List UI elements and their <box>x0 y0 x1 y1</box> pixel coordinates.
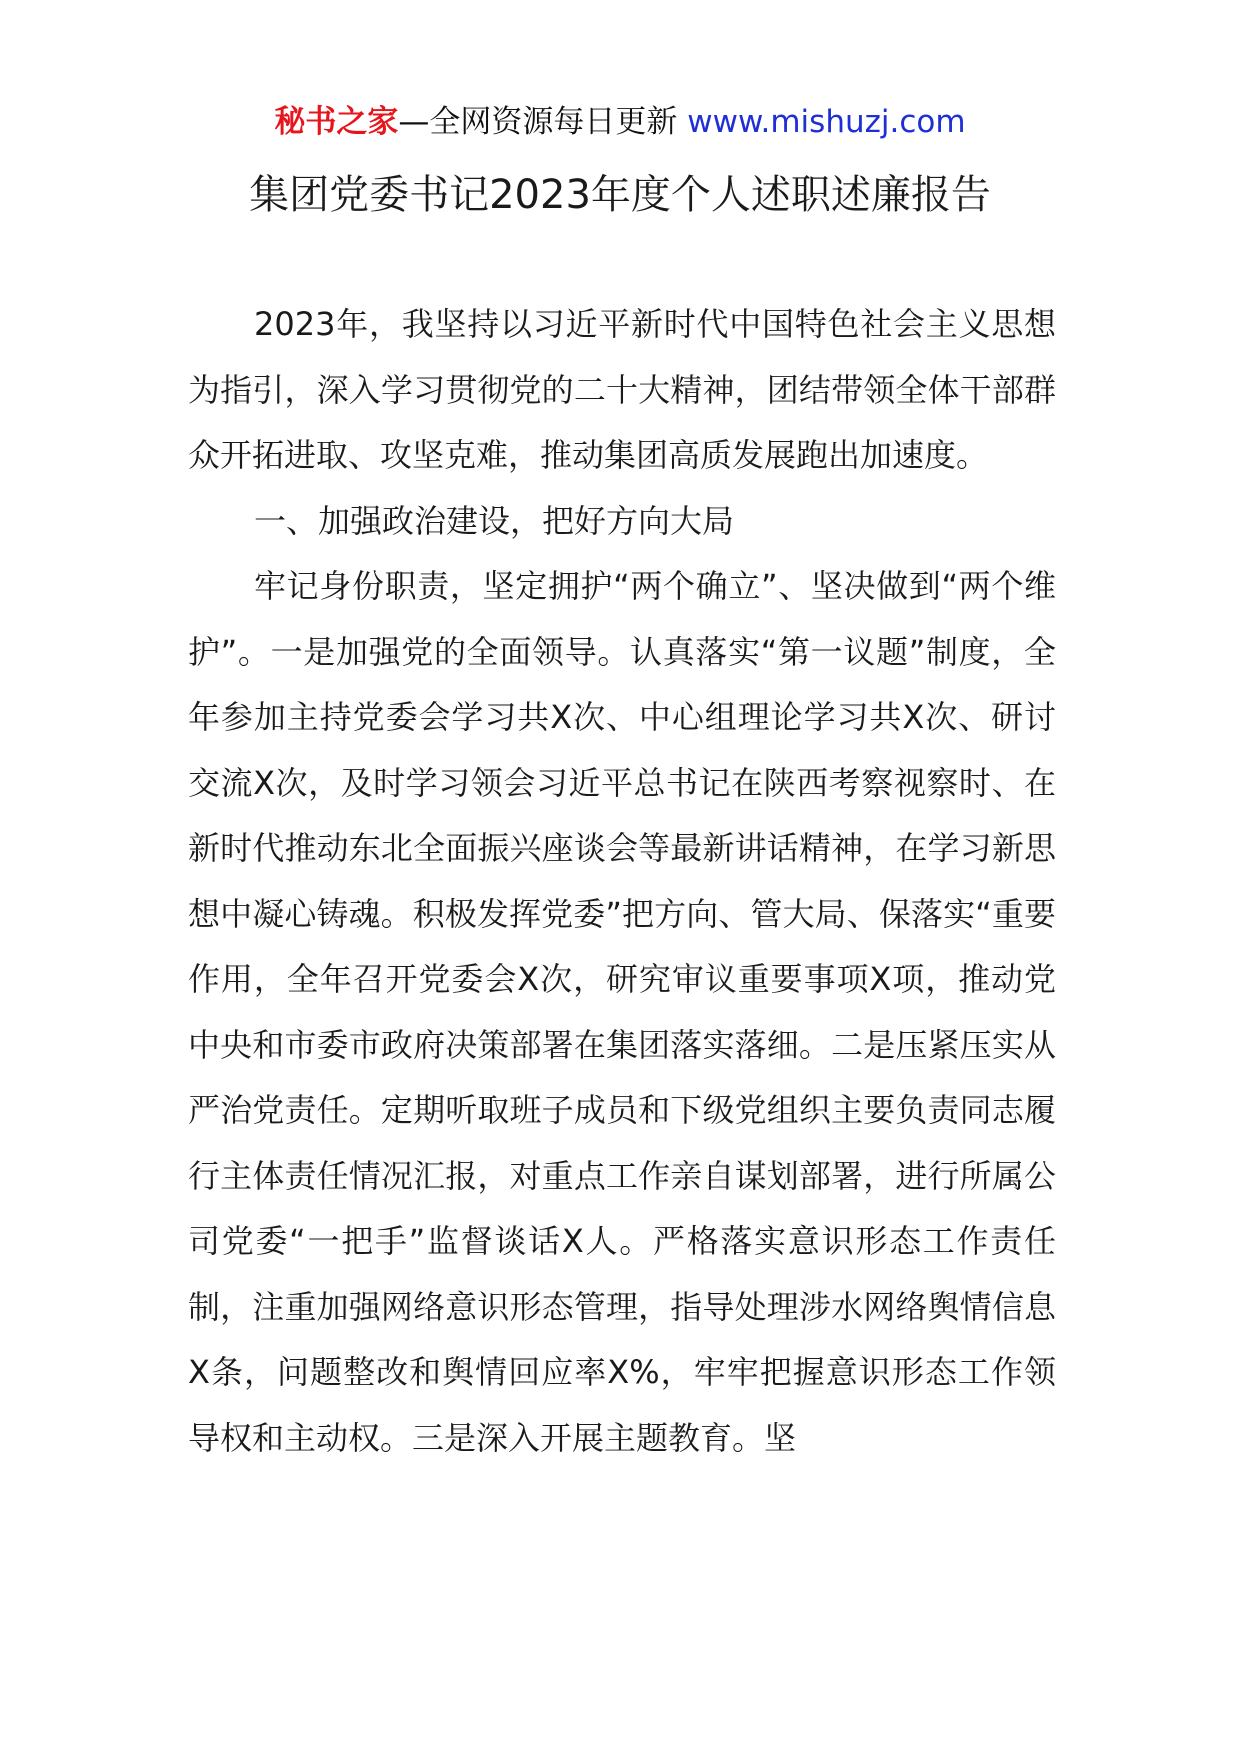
paragraph-intro: 2023年，我坚持以习近平新时代中国特色社会主义思想为指引，深入学习贯彻党的二十大精神，团结带领全体干部群众开拓进取、攻坚克难，推动集团高质发展跑出加速度。 <box>188 305 1056 474</box>
brand-tagline: —全网资源每日更新 <box>398 104 678 140</box>
section-heading-1: 一、加强政治建设，把好方向大局 <box>254 501 735 540</box>
brand-name: 秘书之家 <box>274 104 399 140</box>
document-title: 集团党委书记2023年度个人述职述廉报告 <box>249 172 991 218</box>
document-body <box>188 292 1056 1471</box>
site-url[interactable]: www.mishuzj.com <box>687 104 966 140</box>
watermark-header <box>0 100 1240 144</box>
paragraph-section-1: 牢记身份职责，坚定拥护“两个确立”、坚决做到“两个维护”。一是加强党的全面领导。认真落实“第一议题”制度，全年参加主持党委会学习共X次、中心组理论学习共X次、研讨交流X次，及时学习领会习近平总书记在陕西考察视察时、在新时代推动东北全面振兴座谈会等最新讲话精神，在学习新思想中凝心铸魂。积极发挥党委”把方向、管大局、保落实“重要作用，全年召开党委会X次，研究审议重要事项X项，推动党中央和市委市政府决策部署在集团落实落细。二是压紧压实从严治党责任。定期听取班子成员和下级党组织主要负责同志履行主体责任情况汇报，对重点工作亲自谋划部署，进行所属公司党委“一把手”监督谈话X人。严格落实意识形态工作责任制，注重加强网络意识形态管理，指导处理涉水网络舆情信息X条，问题整改和舆情回应率X%，牢牢把握意识形态工作领导权和主动权。三是深入开展主题教育。坚 <box>188 567 1056 1457</box>
